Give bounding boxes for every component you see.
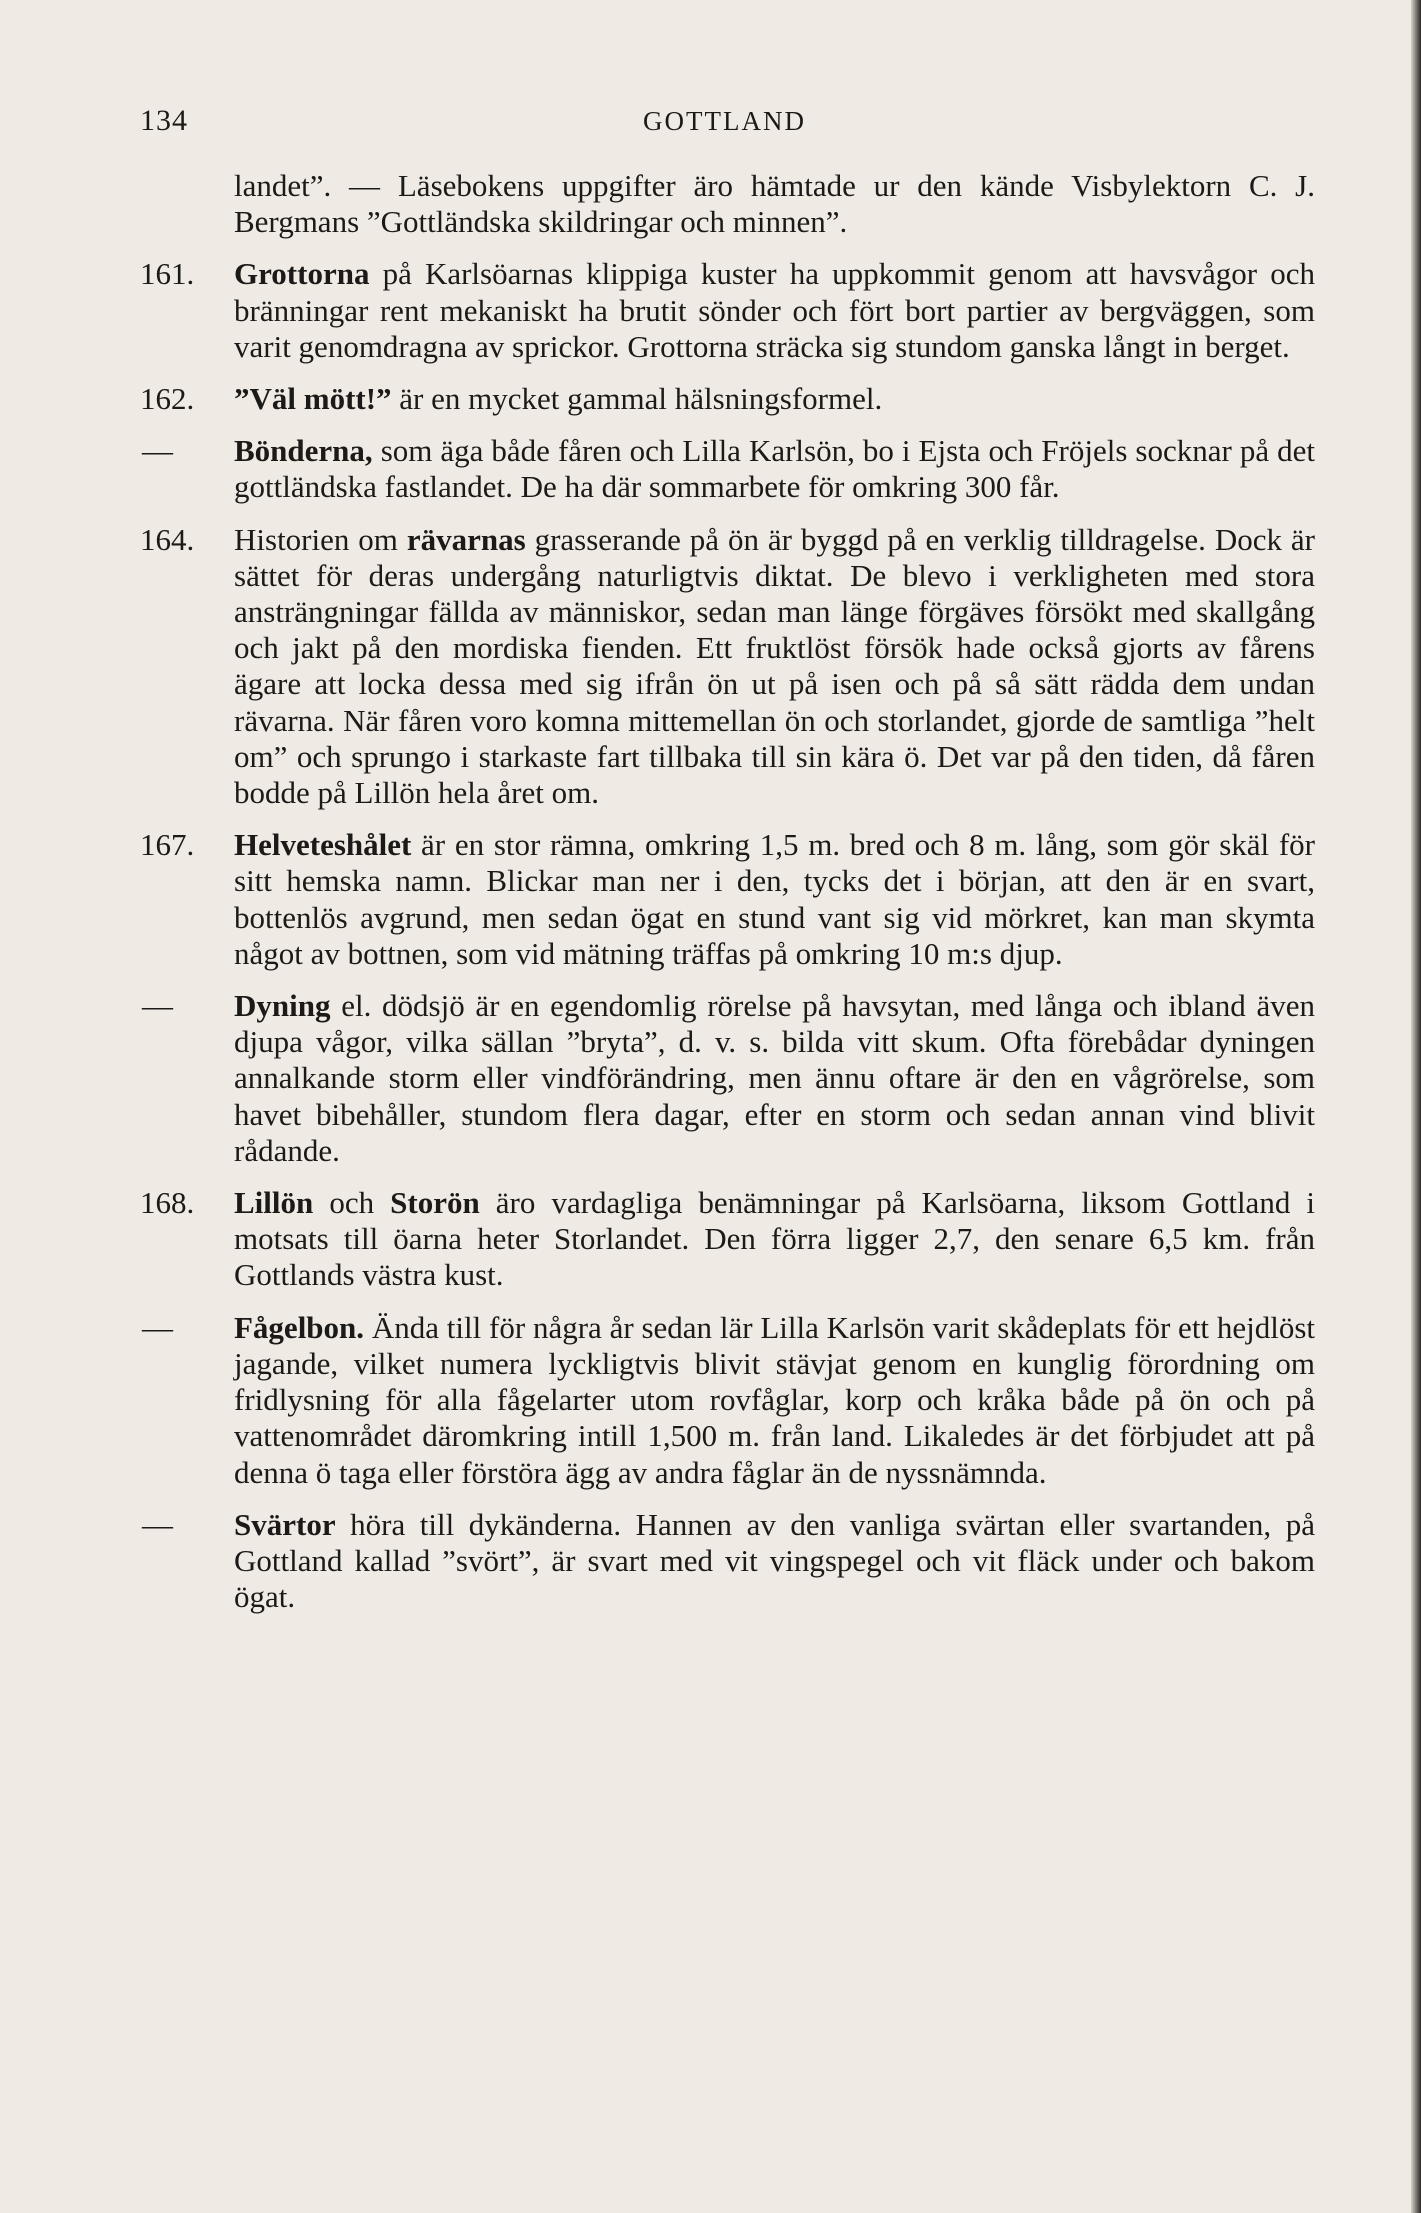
- note-number: 161.: [140, 256, 195, 292]
- note-term: ”Väl mött!”: [234, 381, 392, 417]
- note-dash: —: [142, 1309, 173, 1345]
- note-entry-dyning: [140, 988, 1315, 1169]
- note-entry-bonderna: [140, 433, 1315, 505]
- note-entry-fagelbon: [140, 1310, 1315, 1491]
- note-text: grasserande på ön är byggd på en verklig tilldragelse. Dock är sättet för deras undergång naturligtvis diktat. De blevo i verkligheten med stora ansträngningar fällda av människor, sedan man länge förgäves försökt med skallgång och jakt på den mordiska fienden. Ett fruktlöst försök hade också gjorts av fårens ägare att locka dessa med sig ifrån ön ut på isen och på så sätt rädda dem undan rävarna. När fåren voro komna mittemellan ön och storlandet, gjorde de samtliga ”helt om” och sprungo i starkaste fart tillbaka till sin kära ö. Det var på den tiden, då fåren bodde på Lillön hela året om.: [234, 521, 1315, 811]
- note-term: Grottorna: [234, 256, 370, 292]
- note-text: som äga både fåren och Lilla Karlsön, bo i Ejsta och Fröjels socknar på det gottländska fastlandet. De ha där sommarbete för omkring 300 får.: [234, 433, 1315, 505]
- note-dash: —: [142, 988, 173, 1024]
- note-text-lead: Historien om: [234, 521, 407, 557]
- note-text: höra till dykänderna. Hannen av den vanliga svärtan eller svartanden, på Gottland kallad ”svört”, är svart med vit vingspegel och vit fläck under och bakom ögat.: [234, 1506, 1315, 1615]
- note-text: el. dödsjö är en egendomlig rörelse på havsytan, med långa och ibland även djupa vågor, vilka sällan ”bryta”, d. v. s. bilda vitt skum. Ofta förebådar dyningen annalkande storm eller vindförändring, men ännu oftare är den en vågrörelse, som havet bibehåller, stundom flera dagar, efter en storm och sedan annan vind blivit rådande.: [234, 988, 1315, 1168]
- note-text: på Karlsöarnas klippiga kuster ha uppkommit genom att havsvågor och bränningar rent mekaniskt ha brutit sönder och fört bort partier av bergväggen, som varit genomdragna av sprickor. Grottorna sträcka sig stundom ganska långt in berget.: [234, 256, 1315, 364]
- running-title: GOTTLAND: [643, 106, 806, 136]
- note-entry-162: [140, 381, 1315, 417]
- note-term: Dyning: [234, 988, 331, 1024]
- note-number: 164.: [140, 521, 195, 557]
- page-edge-shadow: [1411, 0, 1421, 2213]
- page-header: [0, 104, 1421, 144]
- note-text: landet”. — Läsebokens uppgifter äro hämtade ur den kände Visbylektorn C. J. Bergmans ”Gottländska skildringar och minnen”.: [234, 168, 1315, 240]
- note-term: Helveteshålet: [234, 827, 412, 863]
- note-term: Svärtor: [234, 1506, 336, 1542]
- note-text: Ända till för några år sedan lär Lilla Karlsön varit skådeplats för ett hejdlöst jagande, vilket numera lyckligtvis blivit stävjat genom en kunglig förordning om fridlysning för alla fågelarter utom rovfåglar, korp och kråka både på ön och på vattenområdet däromkring intill 1,500 m. från land. Likaledes är det förbjudet att på denna ö taga eller förstöra ägg av andra fåglar än de nyssnämnda.: [234, 1309, 1315, 1490]
- note-entry-167: [140, 827, 1315, 972]
- note-number: 168.: [140, 1185, 195, 1221]
- note-term: Lillön: [234, 1185, 314, 1221]
- note-entry-continuation: [140, 168, 1315, 240]
- note-term-second: Storön: [390, 1185, 480, 1221]
- note-term: Bönderna,: [234, 433, 373, 469]
- page-number: 134: [140, 104, 188, 137]
- note-entry-svartor: [140, 1507, 1315, 1616]
- note-number: 167.: [140, 827, 195, 863]
- note-text: äro vardagliga benämningar på Karlsöarna, liksom Gottland i motsats till öarna heter Storlandet. Den förra ligger 2,7, den senare 6,5 km. från Gottlands västra kust.: [234, 1185, 1315, 1293]
- note-term: Fågelbon.: [234, 1309, 365, 1345]
- note-dash: —: [142, 433, 173, 469]
- note-text-mid: och: [313, 1185, 391, 1221]
- note-text: är en stor rämna, omkring 1,5 m. bred och 8 m. lång, som gör skäl för sitt hemska namn. Blickar man ner i den, tycks det i början, att den är en svart, bottenlös avgrund, men sedan ögat en stund vant sig vid mörkret, kan man skymta något av bottnen, som vid mätning träffas på omkring 10 m:s djup.: [234, 827, 1315, 971]
- note-entry-161: [140, 256, 1315, 365]
- notes-body: [140, 168, 1315, 1631]
- note-text: är en mycket gammal hälsningsformel.: [391, 381, 883, 417]
- note-entry-168: [140, 1185, 1315, 1294]
- note-number: 162.: [140, 381, 195, 417]
- note-dash: —: [142, 1506, 173, 1542]
- note-entry-164: [140, 522, 1315, 812]
- note-term: rävarnas: [406, 521, 526, 557]
